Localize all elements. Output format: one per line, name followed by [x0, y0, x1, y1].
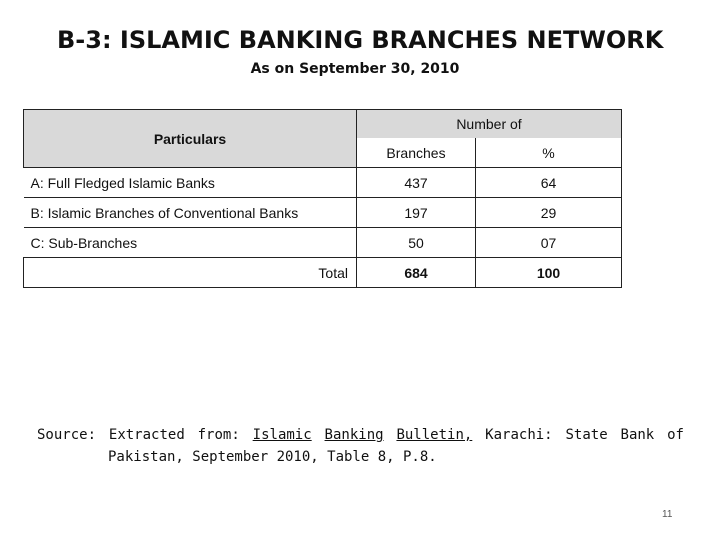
source-word: State	[565, 427, 608, 443]
source-word: Source:	[37, 427, 97, 443]
source-word: of	[667, 427, 684, 443]
header-number-of: Number of	[357, 110, 622, 139]
page-title: B-3: ISLAMIC BANKING BRANCHES NETWORK	[57, 26, 664, 54]
header-percent: %	[476, 138, 622, 168]
total-label: Total	[24, 258, 357, 288]
source-word: Extracted	[108, 427, 185, 443]
header-particulars: Particulars	[24, 110, 357, 168]
row-branches: 50	[357, 228, 476, 258]
page-subtitle	[0, 61, 720, 77]
row-percent: 64	[476, 168, 622, 198]
row-branches: 197	[357, 198, 476, 228]
total-row	[24, 258, 622, 288]
table-row	[24, 198, 622, 228]
branches-table	[23, 109, 622, 288]
source-line-1	[37, 424, 684, 446]
source-word: Banking	[324, 427, 384, 443]
row-label: B: Islamic Branches of Conventional Banks	[24, 198, 357, 228]
source-word: Bank	[620, 427, 655, 443]
row-label: C: Sub-Branches	[24, 228, 357, 258]
source-note	[37, 424, 684, 468]
source-word: Bulletin,	[396, 427, 473, 443]
page-number: 11	[662, 509, 673, 520]
row-branches: 437	[357, 168, 476, 198]
table-row	[24, 168, 622, 198]
source-word: from:	[197, 427, 240, 443]
total-branches: 684	[357, 258, 476, 288]
source-line-2: Pakistan, September 2010, Table 8, P.8.	[108, 449, 437, 465]
header-branches: Branches	[357, 138, 476, 168]
row-label: A: Full Fledged Islamic Banks	[24, 168, 357, 198]
total-percent: 100	[476, 258, 622, 288]
row-percent: 29	[476, 198, 622, 228]
source-word: Karachi:	[485, 427, 553, 443]
table-row	[24, 228, 622, 258]
source-word: Islamic	[252, 427, 312, 443]
row-percent: 07	[476, 228, 622, 258]
subtitle-text: As on September 30, 2010	[250, 61, 460, 77]
